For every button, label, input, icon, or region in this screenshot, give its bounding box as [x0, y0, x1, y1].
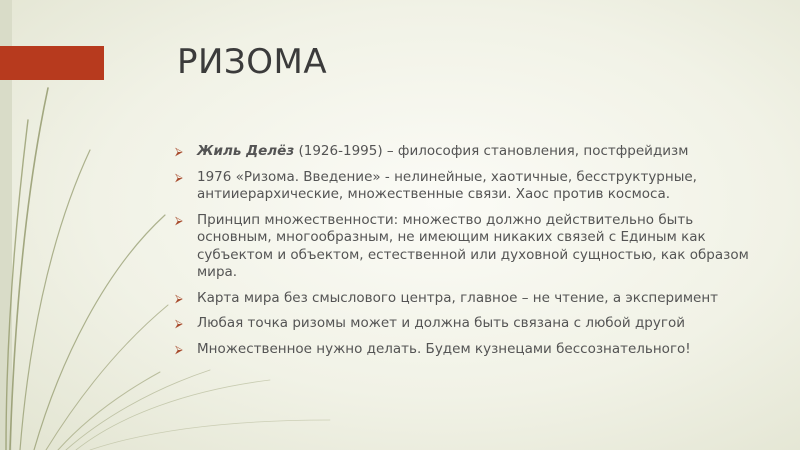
arrow-bullet-icon: ⮚ — [175, 317, 183, 330]
list-item — [175, 212, 755, 282]
arrow-bullet-icon: ⮚ — [175, 170, 183, 184]
bullet-text: Любая точка ризомы может и должна быть связана с любой другой — [197, 315, 685, 331]
arrow-bullet-icon: ⮚ — [175, 342, 183, 356]
bullet-text: Карта мира без смыслового центра, главное – не чтение, а эксперимент — [197, 289, 719, 306]
bullet-text: 1976 «Ризома. Введение» - нелинейные, хаотичные, бесструктурные, антииерархические, множественные связи. Хаос против космоса. — [197, 168, 697, 202]
list-item — [175, 290, 755, 308]
bullet-emphasis: Жиль Делёз — [197, 143, 295, 159]
bullet-text: Множественное нужно делать. Будем кузнецами бессознательного! — [197, 340, 691, 357]
list-item — [175, 169, 755, 204]
arrow-bullet-icon: ⮚ — [175, 145, 183, 158]
arrow-bullet-icon: ⮚ — [175, 291, 183, 305]
slide-title: РИЗОМА — [177, 42, 328, 82]
arrow-bullet-icon: ⮚ — [175, 213, 183, 227]
list-item — [175, 315, 755, 333]
title-accent-bar — [0, 46, 104, 80]
list-item — [175, 341, 755, 359]
bullet-text: Принцип множественности: множество должно действительно быть основным, многообразным, не имеющим никаких связей с Единым как субъектом и объектом, естественной или духовной сущностью, как образом мира. — [197, 211, 749, 280]
list-item — [175, 143, 755, 161]
bullet-list — [175, 143, 755, 366]
bullet-text: (1926-1995) – философия становления, постфрейдизм — [294, 143, 689, 159]
